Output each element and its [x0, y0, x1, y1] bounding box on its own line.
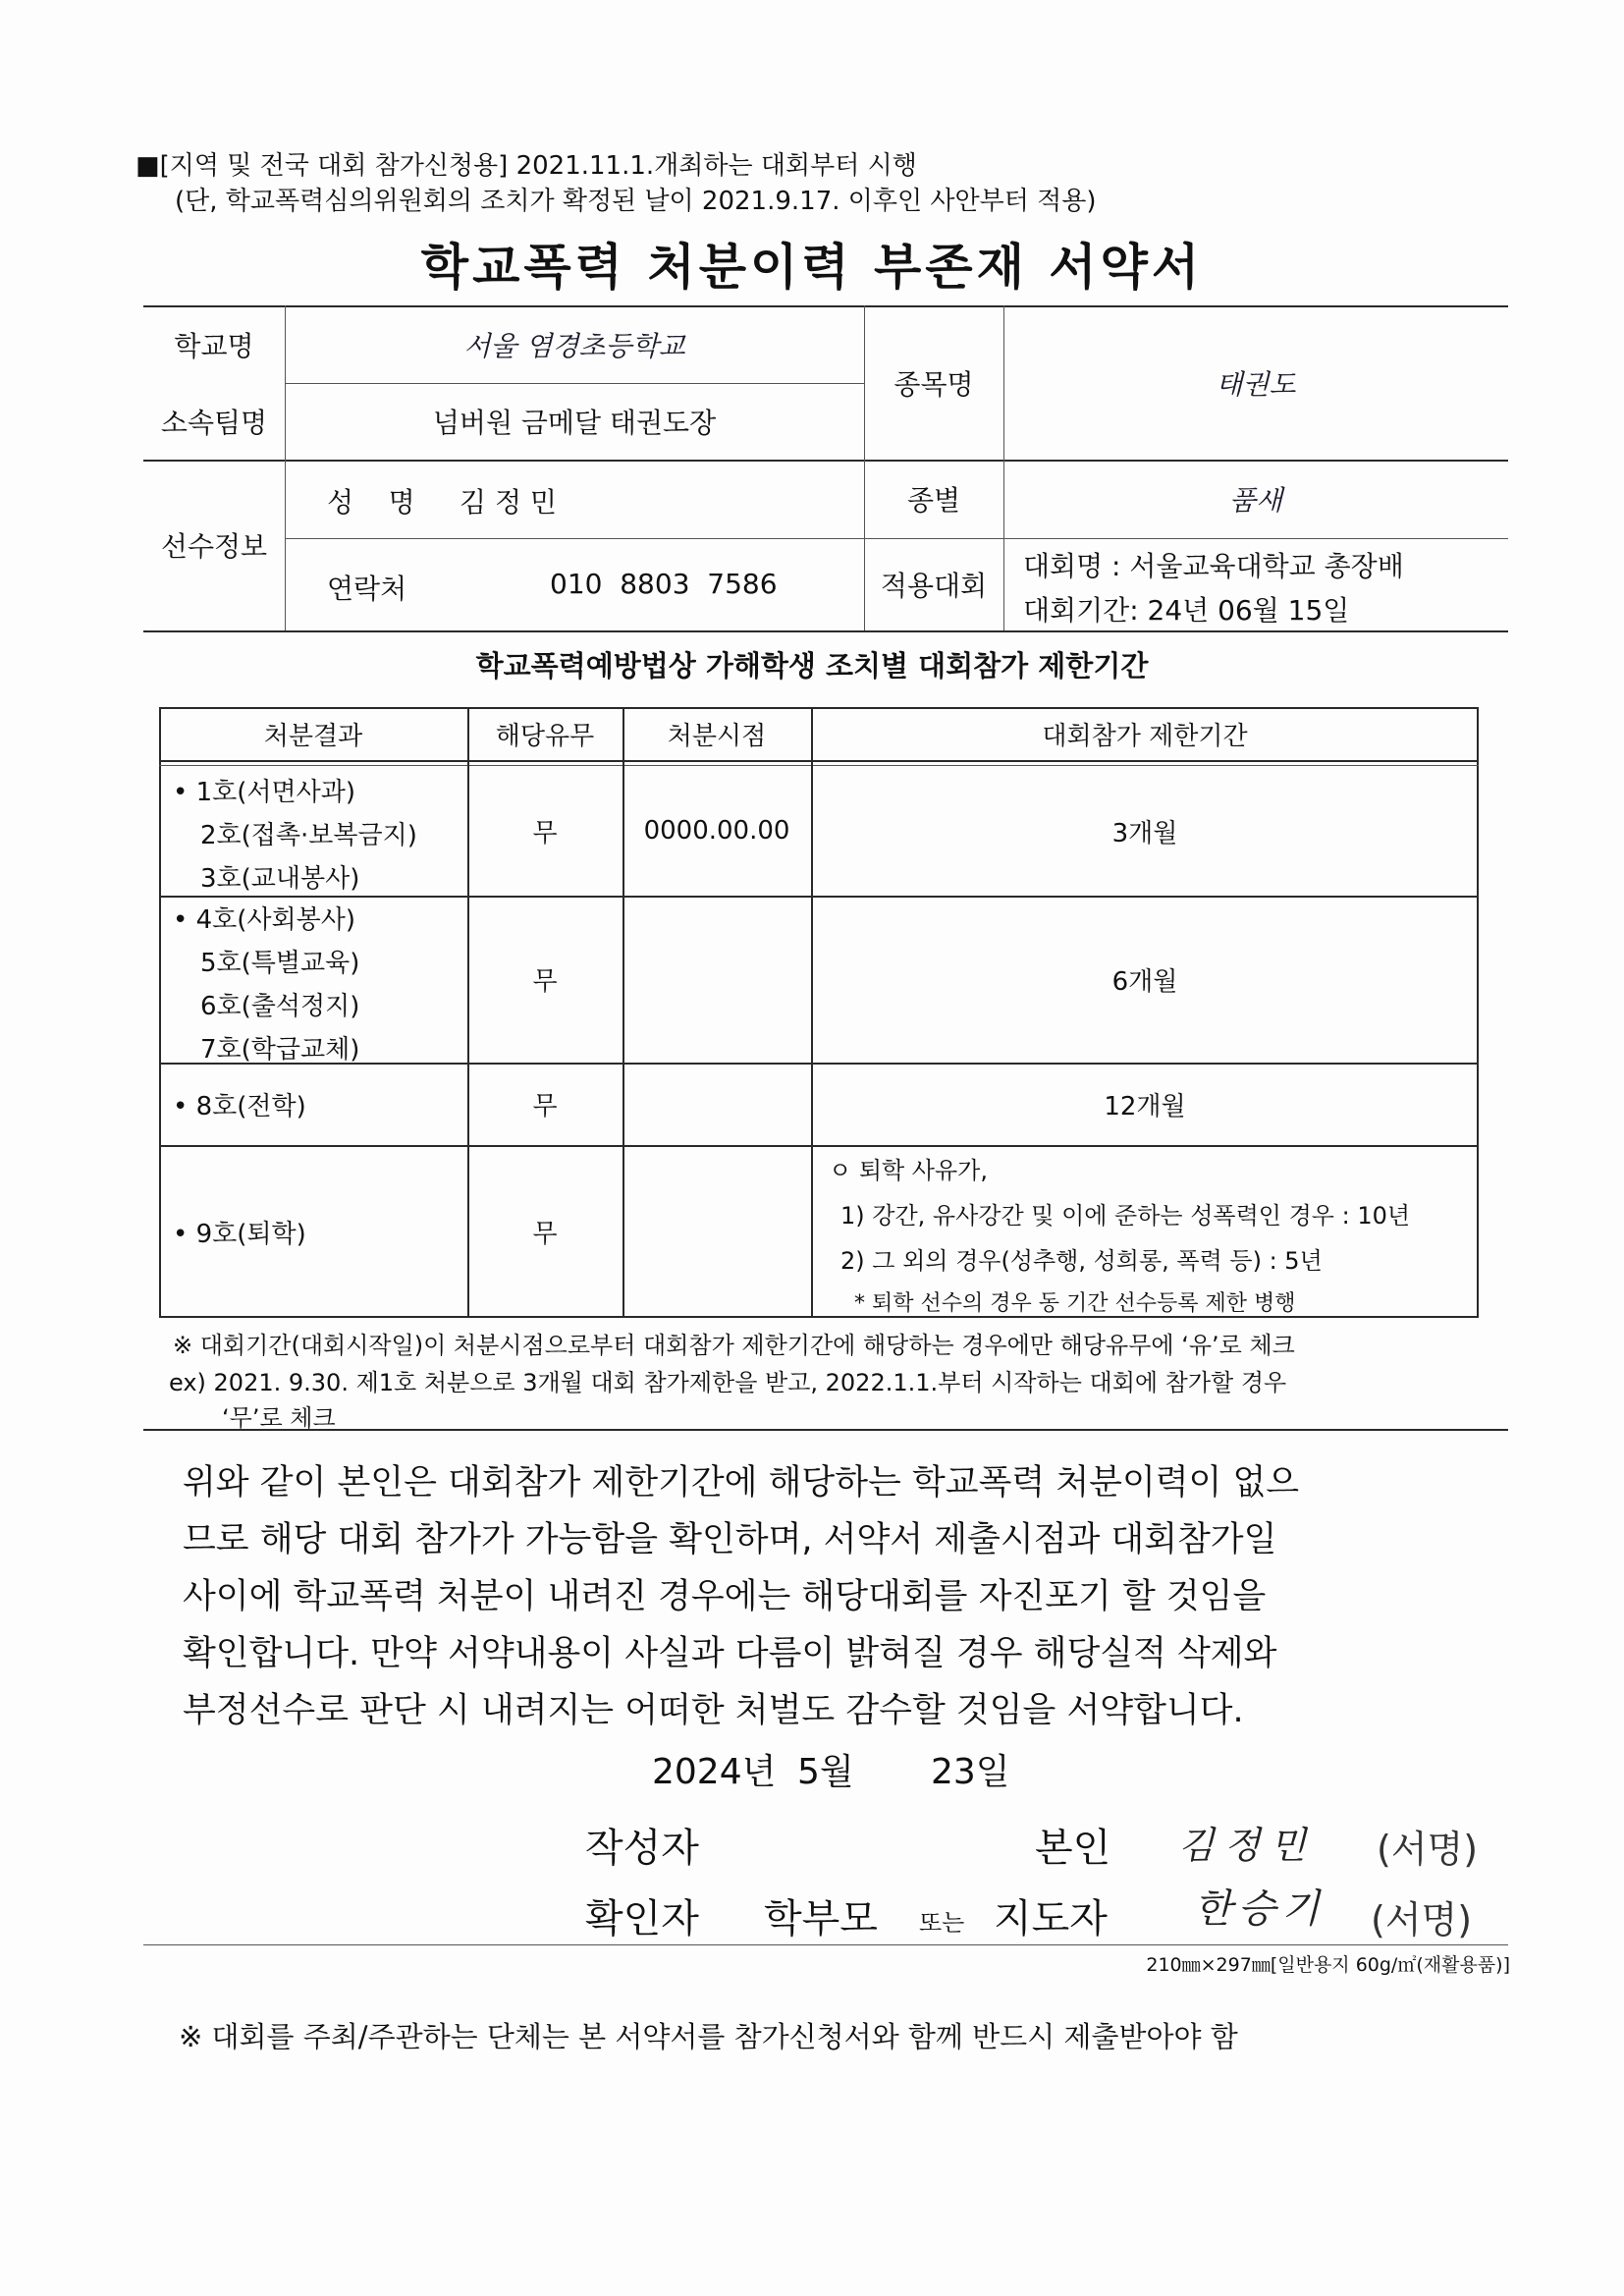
row3-applicable: 무	[532, 1091, 558, 1121]
category-label: 종별	[906, 484, 961, 517]
self-label: 본인	[1035, 1826, 1111, 1871]
row4-date	[623, 1145, 811, 1318]
row1-applicable: 무	[532, 818, 558, 848]
note-1: ※ 대회기간(대회시작일)이 처분시점으로부터 대회참가 제한기간에 해당하는 경우에만 해당유무에 ‘유’로 체크	[173, 1332, 1295, 1359]
pledge-line-3: 사이에 학교폭력 처분이 내려진 경우에는 해당대회를 자진포기 할 것임을	[183, 1577, 1267, 1616]
row1-result-3: 3호(교내봉사)	[200, 864, 360, 894]
competition-label: 적용대회	[880, 570, 988, 602]
date-month: 5월	[797, 1752, 854, 1792]
row2-result-4: 7호(학급교체)	[200, 1035, 360, 1065]
row4-limit-line-3: 2) 그 외의 경우(성추행, 성희롱, 폭력 등) : 5년	[840, 1247, 1323, 1275]
row4-limit-line-4: * 퇴학 선수의 경우 동 기간 선수등록 제한 병행	[854, 1291, 1296, 1316]
header-date: 처분시점	[667, 721, 767, 751]
row3-result-1: • 8호(전학)	[173, 1091, 306, 1121]
athlete-info-label: 선수정보	[160, 530, 268, 563]
row2-date	[623, 896, 811, 1063]
row2-result-2: 5호(특별교육)	[200, 949, 360, 978]
row2-result-1: • 4호(사회봉사)	[173, 905, 356, 935]
document-title: 학교폭력 처분이력 부존재 서약서	[420, 239, 1204, 296]
note-3: ‘무’로 체크	[222, 1404, 336, 1432]
row4-applicable: 무	[532, 1219, 558, 1249]
row2-limit: 6개월	[1111, 966, 1178, 997]
event-value: 태권도	[1216, 367, 1296, 401]
header-applicable: 해당유무	[495, 721, 595, 751]
self-signature: 김정민	[1178, 1824, 1317, 1867]
note-2: ex) 2021. 9.30. 제1호 처분으로 3개월 대회 참가제한을 받고, 2022.1.1.부터 시작하는 대회에 참가할 경우	[169, 1369, 1287, 1396]
date-year: 2024년	[652, 1752, 777, 1792]
row1-limit: 3개월	[1111, 818, 1178, 848]
date-day: 23일	[931, 1752, 1010, 1792]
row4-limit-line-1: ㅇ 퇴학 사유가,	[829, 1157, 988, 1184]
row3-limit: 12개월	[1104, 1091, 1186, 1121]
pledge-line-2: 므로 해당 대회 참가가 가능함을 확인하며, 서약서 제출시점과 대회참가일	[183, 1520, 1277, 1559]
section-title: 학교폭력예방법상 가해학생 조치별 대회참가 제한기간	[475, 649, 1149, 683]
pledge-line-1: 위와 같이 본인은 대회참가 제한기간에 해당하는 학교폭력 처분이력이 없으	[183, 1463, 1300, 1503]
row1-result-1: • 1호(서면사과)	[173, 778, 356, 807]
category-value: 품새	[1228, 484, 1283, 517]
coach-signature: 한승기	[1194, 1886, 1326, 1932]
pledge-line-5: 부정선수로 판단 시 내려지는 어떠한 처벌도 감수할 것임을 서약합니다.	[183, 1691, 1244, 1730]
paper-spec: 210㎜×297㎜[일반용지 60g/㎡(재활용품)]	[1146, 1954, 1510, 1976]
contact-value: 010 8803 7586	[550, 568, 778, 600]
header-limit: 대회참가 제한기간	[1042, 721, 1248, 751]
notice-line-1: ■[지역 및 전국 대회 참가신청용] 2021.11.1.개최하는 대회부터 시행	[135, 151, 917, 181]
competition-period: 대회기간: 24년 06월 15일	[1023, 594, 1350, 627]
row2-result-3: 6호(출석정지)	[200, 992, 360, 1021]
coach-sign-mark: (서명)	[1371, 1898, 1473, 1941]
row1-result-2: 2호(접촉·보복금지)	[200, 821, 417, 850]
school-label: 학교명	[174, 329, 254, 362]
footer-note: ※ 대회를 주최/주관하는 단체는 본 서약서를 참가신청서와 함께 반드시 제출받아야 함	[179, 2020, 1238, 2053]
header-result: 처분결과	[263, 721, 363, 751]
pledge-line-4: 확인합니다. 만약 서약내용이 사실과 다름이 밝혀질 경우 해당실적 삭제와	[183, 1634, 1277, 1673]
team-label: 소속팀명	[160, 407, 268, 439]
writer-label: 작성자	[585, 1826, 699, 1871]
school-value: 서울 염경초등학교	[463, 329, 685, 362]
name-label: 성 명	[327, 486, 415, 519]
competition-name: 대회명 : 서울교육대학교 총장배	[1023, 550, 1404, 582]
parent-label: 학부모	[764, 1896, 878, 1941]
name-value: 김 정 민	[460, 486, 557, 519]
coach-label: 지도자	[994, 1896, 1108, 1941]
row4-limit-line-2: 1) 강간, 유사강간 및 이에 준하는 성폭력인 경우 : 10년	[840, 1202, 1411, 1230]
row4-result-1: • 9호(퇴학)	[173, 1219, 306, 1249]
confirmer-label: 확인자	[585, 1896, 699, 1941]
team-value: 넘버원 금메달 태권도장	[432, 407, 717, 439]
contact-label: 연락처	[327, 573, 407, 605]
notice-line-2: (단, 학교폭력심의위원회의 조치가 확정된 날이 2021.9.17. 이후인 사안부터 적용)	[175, 187, 1097, 216]
row1-date: 0000.00.00	[643, 816, 790, 846]
event-label: 종목명	[893, 367, 974, 401]
or-label: 또는	[919, 1909, 965, 1937]
self-sign-mark: (서명)	[1377, 1828, 1479, 1871]
row3-date	[623, 1063, 811, 1145]
row2-applicable: 무	[532, 966, 558, 997]
